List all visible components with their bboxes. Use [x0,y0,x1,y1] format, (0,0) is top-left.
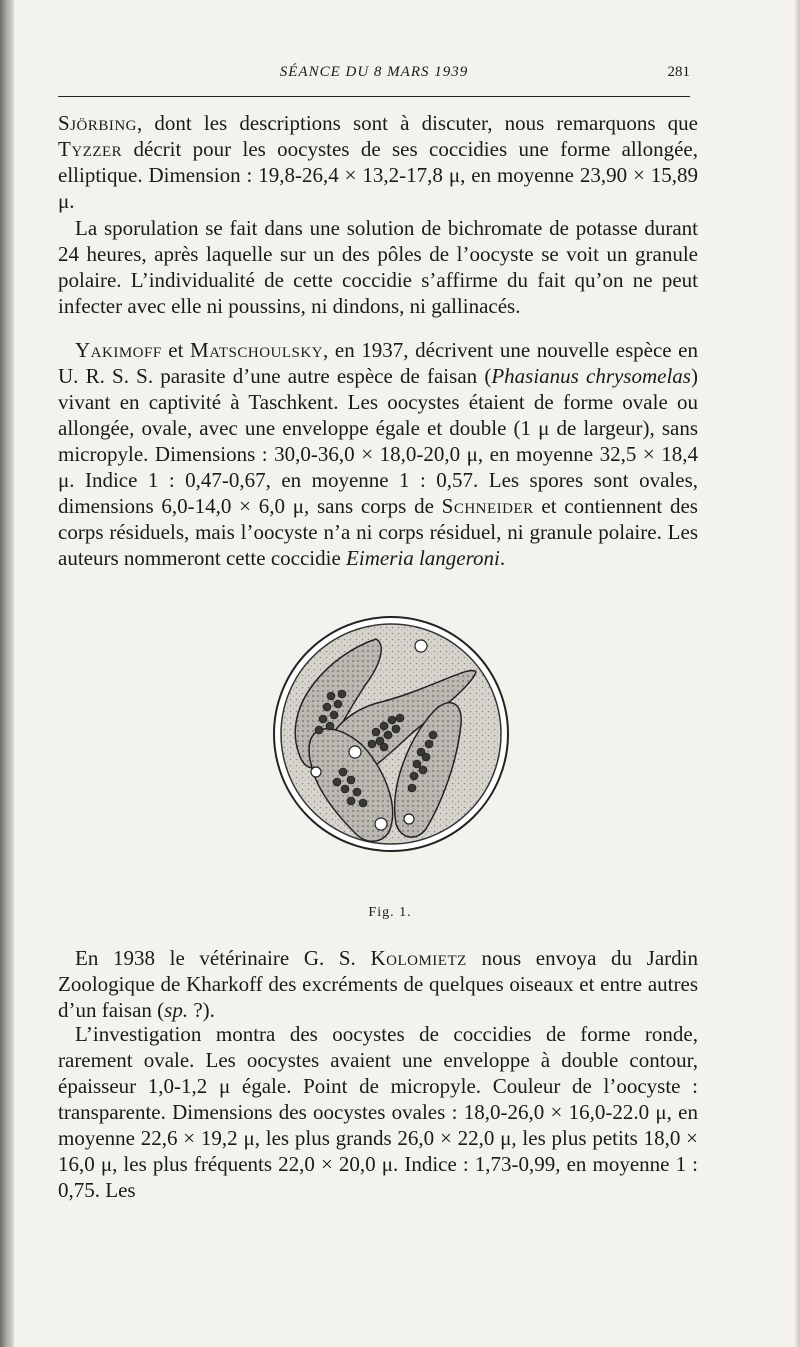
text-run: ) vivant en captivité à Taschkent. Les oocystes étaient de forme ovale ou allongée, ovale, avec une enveloppe égale et double (1 μ de largeur), sans micropyle. Dimensions : 30,0-36,0 × 18,0-20,0 μ, en moyenne 32,5 × 18,4 μ. Indice 1 : 0,47-0,67, en moyenne 1 : 0,57. Les spores sont ovales, dimensions 6,0-14,0 × 6,0 μ, sans corps de [58,364,698,518]
text-run: Kolomietz [370,946,467,970]
paragraph-2 [58,215,698,319]
paragraph-1 [58,110,698,214]
text-run: Phasianus chrysomelas [491,364,691,388]
text-run: Schneider [441,494,534,518]
text-run: Tyzzer [58,137,123,161]
paragraph-4 [58,945,698,1023]
header-title: SÉANCE DU 8 MARS 1939 [279,64,469,80]
text-run: nous envoya du Jardin Zoologique de Kharkoff des excréments de quelques oiseaux et entre autres d’un faisan ( [58,946,699,1022]
text-run: L’investigation montra des oocystes de coccidies de forme ronde, rarement ovale. Les oocystes avaient une enveloppe à double contour, épaisseur 1,0-1,2 μ égale. Point de micropyle. Couleur de l’oocyste : transparente. Dimensions des oocystes ovales : 18,0-26,0 × 16,0-22.0 μ, en moyenne 22,6 × 19,2 μ, les plus grands 26,0 × 22,0 μ, les plus petits 18,0 × 16,0 μ, les plus fréquents 22,0 × 20,0 μ. Indice : 1,73-0,99, en moyenne 1 : 0,75. Les [58,1022,698,1202]
text-run: Matschoulsky [190,338,324,362]
oocyst-illustration [271,614,511,854]
text-run: ?). [188,998,215,1022]
text-run: . [499,546,506,570]
paragraph-3 [58,337,698,571]
text-run: Sjörbing [58,111,138,135]
text-run: décrit pour les oocystes de ses coccidies une forme allongée, elliptique. Dimension : 19,8-26,4 × 13,2-17,8 μ, en moyenne 23,90 × 15,89 μ. [58,137,698,213]
text-run: et contiennent des corps résiduels, mais l’oocyste n’a ni corps résiduel, ni granule polaire. Les auteurs nommeront cette coccidie [58,494,698,570]
text-run: , dont les descriptions sont à discuter, nous remarquons que [137,111,698,135]
running-header [58,64,690,90]
figure-caption: Fig. 1. [368,905,412,920]
page-edge-shadow [794,0,800,1347]
text-run: , en 1937, décrivent une nouvelle espèce en U. R. S. S. parasite d’une autre espèce de faisan ( [58,338,698,388]
text-run: En 1938 le vétérinaire G. S. [75,946,371,970]
page-number: 281 [667,64,690,80]
text-run: La sporulation se fait dans une solution de bichromate de potasse durant 24 heures, après laquelle sur un des pôles de l’oocyste se voit un granule polaire. L’individualité de cette coccidie s’affirme du fait qu’on ne peut infecter avec elle ni poussins, ni dindons, ni gallinacés. [58,216,698,318]
text-run: Yakimoff [75,338,162,362]
text-run: Eimeria langeroni [346,546,500,570]
header-rule [58,96,690,97]
paragraph-5 [58,1021,698,1203]
text-run: sp. [164,998,189,1022]
text-run: et [161,338,191,362]
book-binding-edge [0,0,14,1347]
oocyst-drawing [271,614,511,854]
